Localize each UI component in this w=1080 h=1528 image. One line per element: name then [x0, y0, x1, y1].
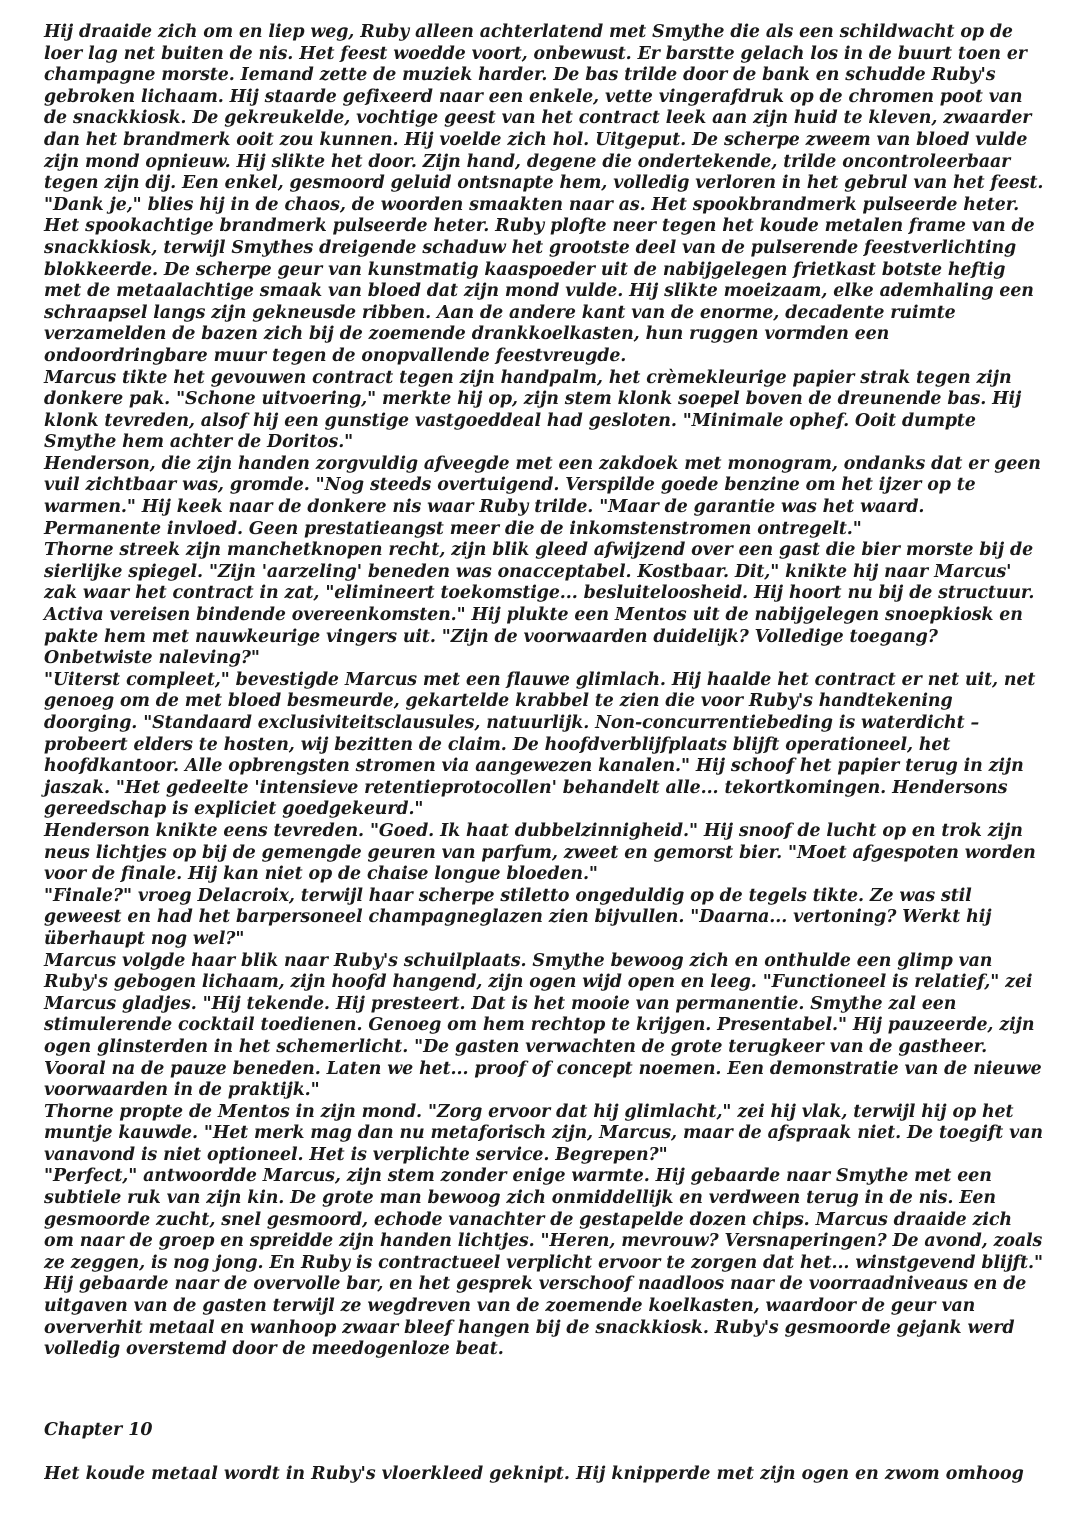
paragraph: Het spookachtige brandmerk pulseerde heter. Ruby plofte neer tegen het koude metalen frame van de snackkiosk, terwijl Smythes dreigende schaduw het grootste deel van de pulserende feestverlichting blokkeerde. De scherpe geur van kunstmatig kaaspoeder uit de nabijgelegen frietkast botste heftig met de metaalachtige smaak van bloed dat zijn mond vulde. Hij slikte moeizaam, elke ademhaling een schraapsel langs zijn gekneusde ribben. Aan de andere kant van de enorme, decadente ruimte verzamelden de bazen zich bij de zoemende drankkoelkasten, hun ruggen vormden een ondoordringbare muur tegen de onopvallende feestvreugde.: [44, 216, 1035, 366]
chapter-opening-line: Het koude metaal wordt in Ruby's vloerkleed geknipt. Hij knipperde met zijn ogen en zwom omhoog: [44, 1464, 1024, 1484]
paragraph: Henderson knikte eens tevreden. "Goed. Ik haat dubbelzinnigheid." Hij snoof de lucht op en trok zijn neus lichtjes op bij de gemengde geuren van parfum, zweet en gemorst bier. "Moet afgespoten worden voor de finale. Hij kan niet op de chaise longue bloeden.": [44, 820, 1036, 885]
paragraph: Marcus volgde haar blik naar Ruby's schuilplaats. Smythe bewoog zich en onthulde een glimp van Ruby's gebogen lichaam, zijn hoofd hangend, zijn ogen wijd open en leeg. "Functioneel is relatief," zei Marcus gladjes. "Hij tekende. Hij presteert. Dat is het mooie van permanentie. Smythe zal een stimulerende cocktail toedienen. Genoeg om hem rechtop te krijgen. Presentabel." Hij pauzeerde, zijn ogen glinsterden in het schemerlicht. "De gasten verwachten de grote terugkeer van de gastheer. Vooral na de pauze beneden. Laten we het... proof of concept noemen. Een demonstratie van de nieuwe voorwaarden in de praktijk.": [44, 950, 1042, 1101]
paragraph: Marcus tikte het gevouwen contract tegen zijn handpalm, het crèmekleurige papier strak tegen zijn donkere pak. "Schone uitvoering," merkte hij op, zijn stem klonk soepel boven de dreunende bas. Hij klonk tevreden, alsof hij een gunstige vastgoeddeal had gesloten. "Minimale ophef. Ooit dumpte Smythe hem achter de Doritos.": [44, 367, 1022, 453]
document-body: [44, 22, 1044, 1361]
paragraph: "Uiterst compleet," bevestigde Marcus met een flauwe glimlach. Hij haalde het contract er net uit, net genoeg om de met bloed besmeurde, gekartelde krabbel te zien die voor Ruby's handtekening doorging. "Standaard exclusiviteitsclausules, natuurlijk. Non-concurrentiebeding is waterdicht – probeert elders te hosten, wij bezitten de claim. De hoofdverblijfplaats blijft operationeel, het hoofdkantoor. Alle opbrengsten stromen via aangewezen kanalen." Hij schoof het papier terug in zijn jaszak. "Het gedeelte 'intensieve retentieprotocollen' behandelt alle... tekortkomingen. Hendersons gereedschap is expliciet goedgekeurd.": [44, 669, 1036, 820]
paragraph: "Finale?" vroeg Delacroix, terwijl haar scherpe stiletto ongeduldig op de tegels tikte. Ze was stil geweest en had het barpersoneel champagneglazen zien bijvullen. "Daarna... vertoning? Werkt hij überhaupt nog wel?": [44, 885, 992, 949]
paragraph: Henderson, die zijn handen zorgvuldig afveegde met een zakdoek met monogram, ondanks dat er geen vuil zichtbaar was, gromde. "Nog steeds overtuigend. Verspilde goede benzine om het ijzer op te warmen." Hij keek naar de donkere nis waar Ruby trilde. "Maar de garantie was het waard. Permanente invloed. Geen prestatieangst meer die de inkomstenstromen ontregelt.": [44, 453, 1041, 539]
paragraph: "Perfect," antwoordde Marcus, zijn stem zonder enige warmte. Hij gebaarde naar Smythe met een subtiele ruk van zijn kin. De grote man bewoog zich onmiddellijk en verdween terug in de nis. Een gesmoorde zucht, snel gesmoord, echode vanachter de gestapelde dozen chips. Marcus draaide zich om naar de groep en spreidde zijn handen lichtjes. "Heren, mevrouw? Versnaperingen? De avond, zoals ze zeggen, is nog jong. En Ruby is contractueel verplicht ervoor te zorgen dat het... winstgevend blijft." Hij gebaarde naar de overvolle bar, en het gesprek verschoof naadloos naar de voorraadniveaus en de uitgaven van de gasten terwijl ze wegdreven van de zoemende koelkasten, waardoor de geur van oververhit metaal en wanhoop zwaar bleef hangen bij de snackkiosk. Ruby's gesmoorde gejank werd volledig overstemd door de meedogenloze beat.: [44, 1166, 1043, 1360]
paragraph: Thorne streek zijn manchetknopen recht, zijn blik gleed afwijzend over een gast die bier morste bij de sierlijke spiegel. "Zijn 'aarzeling' beneden was onacceptabel. Kostbaar. Dit," knikte hij naar Marcus' zak waar het contract in zat, "elimineert toekomstige... besluiteloosheid. Hij hoort nu bij de structuur. Activa vereisen bindende overeenkomsten." Hij plukte een Mentos uit de nabijgelegen snoepkiosk en pakte hem met nauwkeurige vingers uit. "Zijn de voorwaarden duidelijk? Volledige toegang? Onbetwiste naleving?": [44, 540, 1035, 669]
paragraph: Hij draaide zich om en liep weg, Ruby alleen achterlatend met Smythe die als een schildwacht op de loer lag net buiten de nis. Het feest woedde voort, onbewust. Er barstte gelach los in de buurt toen er champagne morste. Iemand zette de muziek harder. De bas trilde door de bank en schudde Ruby's gebroken lichaam. Hij staarde gefixeerd naar een enkele, vette vingerafdruk op de chromen poot van de snackkiosk. De gekreukelde, vochtige geest van het contract leek aan zijn huid te kleven, zwaarder dan het brandmerk ooit zou kunnen. Hij voelde zich hol. Uitgeput. De scherpe zweem van bloed vulde zijn mond opnieuw. Hij slikte het door. Zijn hand, degene die ondertekende, trilde oncontroleerbaar tegen zijn dij. Een enkel, gesmoord geluid ontsnapte hem, volledig verloren in het gebrul van het feest. "Dank je," blies hij in de chaos, de woorden smaakten naar as. Het spookbrandmerk pulseerde heter.: [44, 22, 1044, 215]
chapter-heading: Chapter 10: [44, 1420, 153, 1440]
paragraph: Thorne propte de Mentos in zijn mond. "Zorg ervoor dat hij glimlacht," zei hij vlak, terwijl hij op het muntje kauwde. "Het merk mag dan nu metaforisch zijn, Marcus, maar de afspraak niet. De toegift van vanavond is niet optioneel. Het is verplichte service. Begrepen?": [44, 1101, 1043, 1165]
